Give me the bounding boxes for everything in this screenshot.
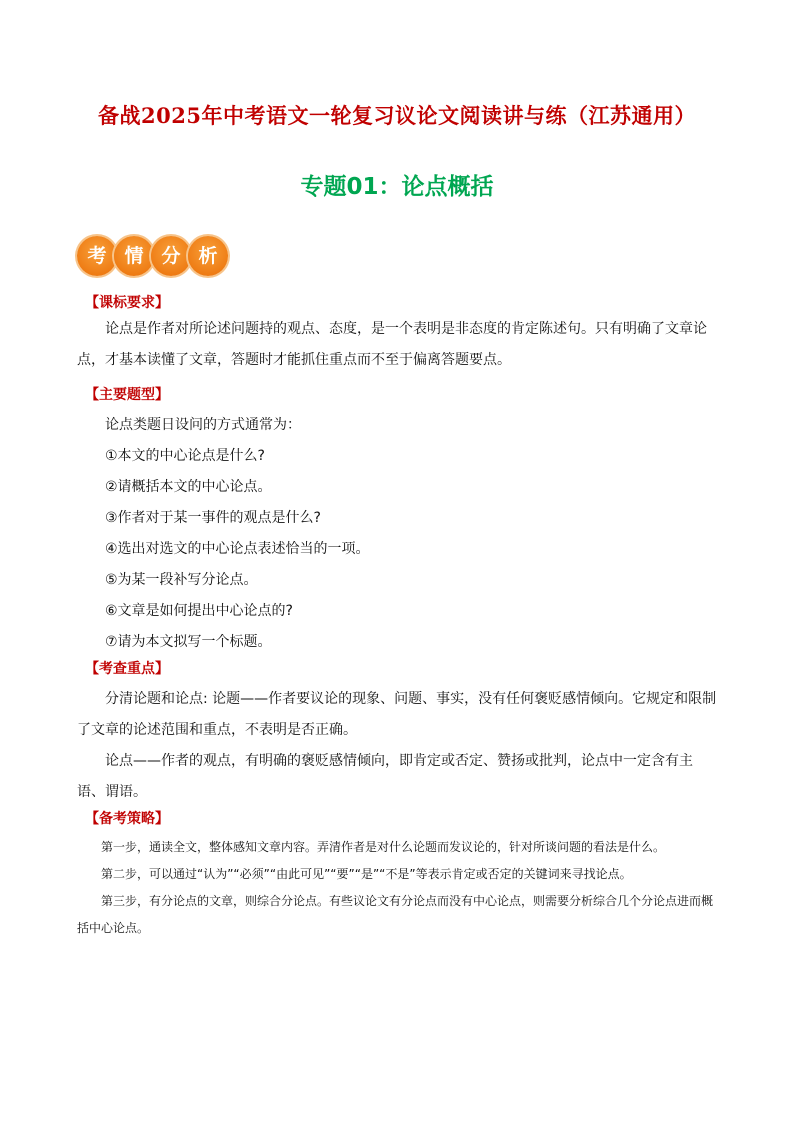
section-heading-focus: 【考查重点】 xyxy=(85,661,169,677)
document-subtitle: 专题01：论点概括 xyxy=(300,174,494,200)
document-body xyxy=(77,292,719,942)
focus-paragraph: 论点——作者的观点，有明确的褒贬感情倾向，即肯定或否定、赞扬或批判，论点中一定含有主语、谓语。 xyxy=(77,753,693,800)
strategy-step: 第三步，有分论点的文章，则综合分论点。有些议论文有分论点而没有中心论点，则需要分析综合几个分论点进而概括中心论点。 xyxy=(77,894,714,935)
exam-analysis-banner xyxy=(77,236,227,276)
section-heading-standard: 【课标要求】 xyxy=(85,295,169,311)
strategy-step: 第二步，可以通过“认为”“必须”“由此可见”“要”“是”“不是”等表示肯定或否定的关键词来寻找论点。 xyxy=(101,867,632,881)
banner-bubble xyxy=(188,236,228,276)
focus-paragraph: 分清论题和论点: 论题——作者要议论的现象、问题、事实，没有任何褒贬感情倾向。它规定和限制了文章的论述范围和重点，不表明是否正确。 xyxy=(77,691,717,738)
section-heading-question-types: 【主要题型】 xyxy=(85,387,169,403)
question-type-item: ④选出对选文的中心论点表述恰当的一项。 xyxy=(105,541,370,557)
banner-char: 情 xyxy=(124,245,144,267)
banner-char: 析 xyxy=(198,245,218,267)
question-type-item: ⑦请为本文拟写一个标题。 xyxy=(105,634,272,650)
banner-char: 考 xyxy=(87,245,107,267)
standard-paragraph: 论点是作者对所论述问题持的观点、态度，是一个表明是非态度的肯定陈述句。只有明确了文章论点，才基本读懂了文章，答题时才能抓住重点而不至于偏离答题要点。 xyxy=(77,321,707,368)
banner-bubble xyxy=(77,236,117,276)
banner-bubble xyxy=(151,236,191,276)
question-types-intro: 论点类题日设问的方式通常为： xyxy=(105,417,301,433)
banner-bubble xyxy=(114,236,154,276)
question-type-item: ②请概括本文的中心论点。 xyxy=(105,479,272,495)
section-heading-strategy: 【备考策略】 xyxy=(85,811,169,827)
question-type-item: ③作者对于某一事件的观点是什么? xyxy=(105,510,321,526)
strategy-step: 第一步，通读全文，整体感知文章内容。弄清作者是对什么论题而发议论的，针对所谈问题的看法是什么。 xyxy=(101,840,666,854)
document-title: 备战2025年中考语文一轮复习议论文阅读讲与练（江苏通用） xyxy=(98,103,696,128)
question-type-item: ⑥文章是如何提出中心论点的? xyxy=(105,603,293,619)
question-type-item: ⑤为某一段补写分论点。 xyxy=(105,572,258,588)
banner-char: 分 xyxy=(161,245,181,267)
question-type-item: ①本文的中心论点是什么? xyxy=(105,448,265,464)
